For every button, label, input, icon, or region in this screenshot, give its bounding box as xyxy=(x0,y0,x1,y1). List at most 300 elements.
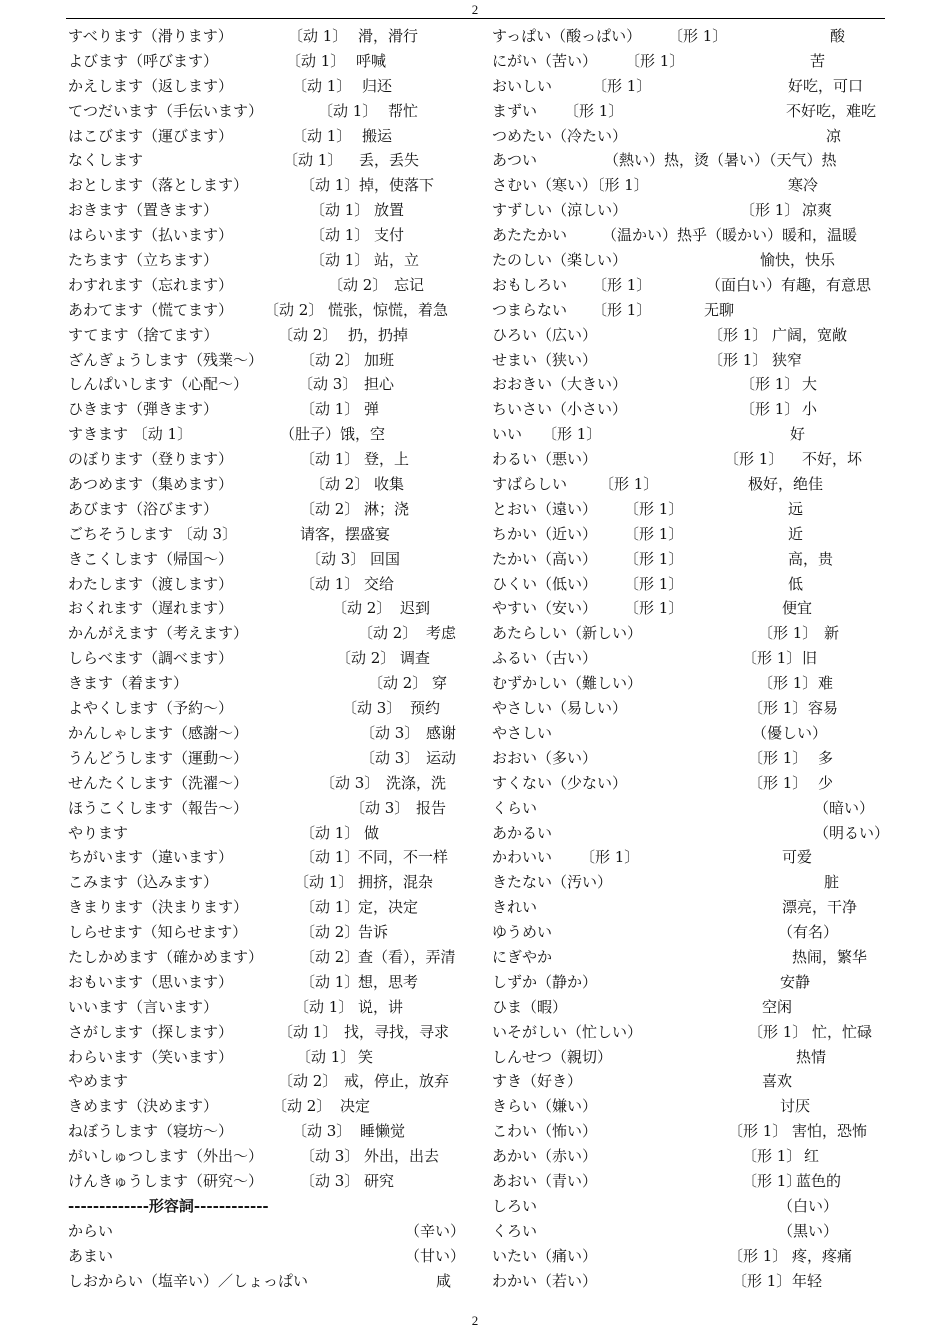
verb-entry xyxy=(68,1269,460,1294)
entry-meaning: 定，决定 xyxy=(358,898,419,917)
entry-meaning: 报告 xyxy=(416,798,447,817)
entry-word-class: 〔形 1〕 xyxy=(624,524,684,543)
adjective-entry xyxy=(492,621,888,646)
entry-word: あたたかい xyxy=(492,226,568,245)
entry-word: かんしゃします（感謝～） xyxy=(68,723,249,742)
entry-word: ちがいます（違います） xyxy=(68,848,234,867)
entry-word-class: 〔动 2〕 xyxy=(300,499,360,518)
entry-word: のぼります（登ります） xyxy=(68,450,234,469)
entry-meaning: 淋；浇 xyxy=(364,499,410,518)
entry-meaning: 决定 xyxy=(340,1097,371,1116)
adjective-entry xyxy=(492,870,888,895)
entry-meaning: 告诉 xyxy=(358,923,389,942)
entry-word-class: 〔动 1〕 xyxy=(283,151,343,170)
verb-entry xyxy=(68,1219,466,1244)
entry-word: さがします（探します） xyxy=(68,1022,234,1041)
entry-word: きれい xyxy=(492,898,538,917)
entry-meaning: 好吃，可口 xyxy=(788,76,864,95)
entry-word: さむい（寒い）〔形 1〕 xyxy=(492,176,649,195)
entry-word: たのしい（楽しい） xyxy=(492,251,628,270)
adjective-entry xyxy=(492,696,888,721)
entry-meaning: 收集 xyxy=(374,475,405,494)
entry-meaning: 愉快，快乐 xyxy=(760,251,836,270)
entry-word-class: 〔动 3〕 xyxy=(306,549,366,568)
entry-word: あわてます（慌てます） xyxy=(68,300,234,319)
verb-entry xyxy=(68,845,460,870)
entry-word-class: 〔形 1〕 xyxy=(624,499,684,518)
entry-word-class: 〔形 1〕 xyxy=(742,1147,802,1166)
entry-word: かわいい xyxy=(492,848,553,867)
entry-word: わかい（若い） xyxy=(492,1271,598,1290)
entry-word-class: 〔动 1〕 xyxy=(300,898,360,917)
adjective-entry xyxy=(492,995,888,1020)
verb-entry xyxy=(68,1069,460,1094)
verb-entry xyxy=(68,24,460,49)
entry-meaning: 极好，绝佳 xyxy=(748,475,824,494)
verb-entry xyxy=(68,970,460,995)
entry-word-class: 〔形 1〕 xyxy=(740,375,800,394)
adjective-entry xyxy=(492,198,888,223)
adjective-entry xyxy=(492,1045,888,1070)
verb-entry xyxy=(68,821,460,846)
entry-word-class: 〔形 1〕 xyxy=(708,325,768,344)
entry-word-class: 〔动 3〕 xyxy=(300,1171,360,1190)
verb-entry xyxy=(68,522,460,547)
entry-word-class: 〔动 1〕 xyxy=(300,450,360,469)
adjective-entry xyxy=(492,596,888,621)
adjective-entry xyxy=(492,671,888,696)
adjective-entry xyxy=(492,24,888,49)
adjective-entry xyxy=(492,348,888,373)
entry-word: とおい（遠い） xyxy=(492,499,598,518)
entry-word: ひくい（低い） xyxy=(492,574,598,593)
entry-word-class: 〔动 1〕 xyxy=(286,51,346,70)
entry-word: あかい（赤い） xyxy=(492,1147,598,1166)
adjective-entry xyxy=(492,1094,888,1119)
entry-word-class: 〔动 2〕 xyxy=(368,674,428,693)
entry-word: きます（着ます） xyxy=(68,674,189,693)
entry-word: いい xyxy=(492,425,523,444)
entry-word: こみます（込みます） xyxy=(68,873,219,892)
entry-word-class: 〔动 1〕 xyxy=(300,823,360,842)
entry-word: あかるい xyxy=(492,823,553,842)
entry-word: きらい（嫌い） xyxy=(492,1097,598,1116)
entry-word: なくします xyxy=(68,151,144,170)
entry-word: おとします（落とします） xyxy=(68,176,249,195)
entry-meaning: 查（看），弄清 xyxy=(358,947,456,966)
entry-word: きまります（決まります） xyxy=(68,898,249,917)
adjective-entry xyxy=(492,970,888,995)
entry-meaning: 担心 xyxy=(364,375,395,394)
entry-word: あまい xyxy=(68,1246,114,1265)
entry-meaning: 研究 xyxy=(364,1171,395,1190)
entry-word: おおい（多い） xyxy=(492,748,598,767)
entry-meaning: 说，讲 xyxy=(358,997,404,1016)
verb-entry xyxy=(68,74,460,99)
entry-meaning: 酸 xyxy=(830,27,846,45)
entry-meaning: 站，立 xyxy=(374,251,420,270)
entry-word-class: 〔形 1〕 xyxy=(742,649,802,668)
entry-meaning: 戒，停止，放弃 xyxy=(344,1072,450,1091)
adjective-entry xyxy=(492,124,888,149)
entry-meaning: 不同，不一样 xyxy=(358,848,449,867)
entry-word-class: 〔动 2〕 xyxy=(336,649,396,668)
entry-word: ほうこくします（報告～） xyxy=(68,798,249,817)
entry-word: まずい xyxy=(492,101,538,120)
entry-word: すくない（少ない） xyxy=(492,773,628,792)
adjective-entry xyxy=(492,49,888,74)
entry-meaning: 脏 xyxy=(824,873,840,892)
entry-word: しずか（静か） xyxy=(492,972,598,991)
verb-entry xyxy=(68,323,460,348)
entry-meaning: 蓝色的 xyxy=(796,1171,842,1190)
entry-meaning: 广阔，宽敞 xyxy=(772,325,848,344)
entry-meaning: 红 xyxy=(804,1147,820,1166)
entry-word-class: 〔形 1〕 xyxy=(728,1122,788,1141)
entry-word: すばらしい xyxy=(492,475,568,494)
entry-word-class: 〔动 1〕 xyxy=(310,226,370,245)
entry-word: あびます（浴びます） xyxy=(68,499,219,518)
entry-meaning: 狭窄 xyxy=(772,350,803,369)
entry-word-class: 〔动 1〕 xyxy=(300,176,360,195)
verb-entry xyxy=(68,124,460,149)
verb-entry xyxy=(68,721,460,746)
entry-meaning: 感谢 xyxy=(426,723,457,742)
entry-word-class: （黒い） xyxy=(778,1221,839,1240)
entry-meaning: 疼，疼痛 xyxy=(792,1246,853,1265)
entry-meaning: 滑，滑行 xyxy=(358,27,419,45)
entry-meaning: 笑 xyxy=(358,1047,374,1066)
adjective-entry xyxy=(492,1069,888,1094)
verb-entry xyxy=(68,99,460,124)
entry-word: かんがえます（考えます） xyxy=(68,624,249,643)
entry-word: やさしい（易しい） xyxy=(492,699,628,718)
entry-word: せんたくします（洗濯～） xyxy=(68,773,249,792)
entry-word: わすれます（忘れます） xyxy=(68,275,234,294)
page-number-bottom: 2 xyxy=(471,1313,479,1328)
adjective-entry xyxy=(492,223,888,248)
adjective-entry xyxy=(492,1194,888,1219)
vocab-column-left xyxy=(68,24,466,1293)
entry-word: ざんぎょうします（残業～） xyxy=(68,350,264,369)
entry-word: あつい xyxy=(492,151,538,170)
adjective-entry xyxy=(492,298,888,323)
verb-entry xyxy=(68,372,460,397)
entry-word-class: （優しい） xyxy=(752,723,828,742)
entry-word: すっぱい（酸っぱい） xyxy=(492,27,642,45)
entry-meaning: 想，思考 xyxy=(358,972,419,991)
entry-meaning: （明るい） xyxy=(814,823,890,842)
entry-word-class: 〔形 1〕 xyxy=(668,27,728,45)
entry-word-class: 〔动 1〕 xyxy=(300,848,360,867)
adjective-entry xyxy=(492,572,888,597)
entry-meaning: 近 xyxy=(788,524,804,543)
verb-entry xyxy=(68,1020,460,1045)
entry-word: うんどうします（運動～） xyxy=(68,748,249,767)
entry-meaning: （甘い） xyxy=(405,1246,466,1265)
entry-word: たちます（立ちます） xyxy=(68,251,219,270)
verb-entry xyxy=(68,920,460,945)
entry-word-class: 〔动 2〕 xyxy=(332,599,392,618)
adjective-entry xyxy=(492,1169,888,1194)
entry-meaning: 睡懒觉 xyxy=(360,1122,406,1141)
entry-word: きこくします（帰国～） xyxy=(68,549,234,568)
entry-word-class: 〔形 1〕 xyxy=(625,51,685,70)
entry-word-class: 〔动 2〕 xyxy=(328,275,388,294)
adjective-entry xyxy=(492,372,888,397)
entry-meaning: 安静 xyxy=(780,972,811,991)
entry-word: はらいます（払います） xyxy=(68,226,234,245)
entry-word-class: 〔动 2〕 xyxy=(310,475,370,494)
entry-meaning: 高，贵 xyxy=(788,549,834,568)
verb-entry xyxy=(68,198,460,223)
entry-meaning: 咸 xyxy=(436,1271,452,1290)
verb-entry xyxy=(68,895,460,920)
entry-word: わたします（渡します） xyxy=(68,574,234,593)
adjective-entry xyxy=(492,148,888,173)
adjective-entry xyxy=(492,173,888,198)
entry-word: よやくします（予約～） xyxy=(68,699,234,718)
entry-meaning: （辛い） xyxy=(405,1221,466,1240)
entry-word: きたない（汚い） xyxy=(492,873,613,892)
entry-word-class: 〔动 1〕 xyxy=(300,972,360,991)
entry-word: わるい（悪い） xyxy=(492,450,598,469)
entry-meaning: 便宜 xyxy=(782,599,813,618)
adjective-entry xyxy=(492,845,888,870)
entry-word: たかい（高い） xyxy=(492,549,598,568)
entry-meaning: 旧 xyxy=(802,649,818,668)
adjective-entry xyxy=(492,397,888,422)
entry-meaning: 新 xyxy=(824,624,840,643)
entry-meaning: 穿 xyxy=(432,674,448,693)
entry-word-class: （温かい）热乎（暖かい）暖和，温暖 xyxy=(602,226,858,245)
verb-entry xyxy=(68,148,460,173)
header-rule xyxy=(66,18,885,19)
entry-word-class: 〔动 1〕 xyxy=(292,76,352,95)
entry-word-class: 〔形 1〕 xyxy=(708,350,768,369)
entry-word-class: 〔动 2〕 xyxy=(278,1072,338,1091)
entry-word-class: 〔形 1〕 xyxy=(599,475,659,494)
entry-word: あおい（青い） xyxy=(492,1171,598,1190)
entry-word: しらせます（知らせます） xyxy=(68,923,248,942)
entry-meaning: 难 xyxy=(818,674,834,693)
entry-word-class: 〔动 2〕 xyxy=(300,923,360,942)
verb-entry xyxy=(68,422,460,447)
entry-word: やさしい xyxy=(492,723,553,742)
entry-word: ゆうめい xyxy=(492,923,553,942)
entry-word: ひきます（弾きます） xyxy=(68,400,219,419)
entry-word-class: 〔动 1〕 xyxy=(294,873,354,892)
entry-meaning: （暗い） xyxy=(814,798,875,817)
entry-meaning: 忙，忙碌 xyxy=(812,1022,873,1041)
adjective-entry xyxy=(492,323,888,348)
entry-meaning: 好 xyxy=(790,425,806,444)
entry-word-class: 〔动 1〕 xyxy=(292,126,352,145)
entry-meaning: 大 xyxy=(802,375,818,394)
verb-entry xyxy=(68,646,460,671)
entry-word: あつめます（集めます） xyxy=(68,475,234,494)
entry-word: ごちそうします 〔动 3〕 xyxy=(68,524,238,543)
verb-entry xyxy=(68,348,460,373)
entry-word-class: 〔动 2〕 xyxy=(278,325,338,344)
entry-word: しらべます（調べます） xyxy=(68,649,234,668)
entry-meaning: 扔，扔掉 xyxy=(348,325,409,344)
entry-meaning: 迟到 xyxy=(400,599,431,618)
verb-entry xyxy=(68,621,460,646)
entry-meaning: 呼喊 xyxy=(356,51,387,70)
adjective-entry xyxy=(492,99,888,124)
entry-word: やります xyxy=(68,823,129,842)
entry-word-class: 〔形 1〕 xyxy=(592,76,652,95)
entry-meaning: 少 xyxy=(818,773,834,792)
adjective-entry xyxy=(492,1144,888,1169)
entry-word: いそがしい（忙しい） xyxy=(492,1022,643,1041)
entry-word: はこびます（運びます） xyxy=(68,126,234,145)
entry-meaning: 热情 xyxy=(796,1047,827,1066)
verb-entry xyxy=(68,1119,460,1144)
entry-word: やめます xyxy=(68,1072,129,1091)
verb-entry xyxy=(68,547,460,572)
entry-word: よびます（呼びます） xyxy=(68,51,219,70)
entry-meaning: 害怕，恐怖 xyxy=(792,1122,868,1141)
entry-word-class: 〔动 3〕 xyxy=(360,748,420,767)
entry-meaning: （面白い）有趣，有意思 xyxy=(706,275,872,294)
verb-entry xyxy=(68,497,460,522)
entry-meaning: 容易 xyxy=(808,699,839,718)
entry-word: おもしろい xyxy=(492,275,568,294)
entry-meaning: 支付 xyxy=(374,226,405,245)
entry-meaning: 小 xyxy=(802,400,818,419)
verb-entry xyxy=(68,248,460,273)
entry-word-class: 〔形 1〕 xyxy=(748,773,808,792)
entry-word-class: 〔形 1〕 xyxy=(564,101,624,120)
entry-word-class: 〔动 3〕 xyxy=(360,723,420,742)
entry-meaning: 远 xyxy=(788,499,804,518)
entry-word-class: 〔动 2〕 xyxy=(272,1097,332,1116)
entry-word-class: 〔动 1〕 xyxy=(278,1022,338,1041)
entry-word: かえします（返します） xyxy=(68,76,234,95)
entry-word-class: 〔形 1〕 xyxy=(758,624,818,643)
entry-word-class: 〔形 1〕 xyxy=(740,201,800,220)
vocab-column-right xyxy=(492,24,888,1293)
entry-word: やすい（安い） xyxy=(492,599,598,618)
entry-meaning: 忘记 xyxy=(394,275,425,294)
entry-word-class: 〔形 1〕 xyxy=(724,450,784,469)
entry-word-class: 〔形 1〕 xyxy=(542,425,602,444)
entry-word-class: 〔动 3〕 xyxy=(320,773,380,792)
entry-meaning: 请客，摆盛宴 xyxy=(300,524,391,543)
entry-meaning: 漂亮，干净 xyxy=(782,898,858,917)
entry-meaning: 运动 xyxy=(426,748,457,767)
entry-word-class: 〔动 2〕 xyxy=(300,350,360,369)
entry-word: あたらしい（新しい） xyxy=(492,624,643,643)
entry-word: いたい（痛い） xyxy=(492,1246,598,1265)
entry-meaning: 调查 xyxy=(400,649,431,668)
entry-meaning: 掉，使落下 xyxy=(359,176,435,195)
entry-word: こわい（怖い） xyxy=(492,1122,598,1141)
adjective-entry xyxy=(492,1119,888,1144)
entry-word-class: 〔动 1〕 xyxy=(300,400,360,419)
adjective-entry xyxy=(492,447,888,472)
entry-meaning: 归还 xyxy=(362,76,393,95)
entry-word-class: 〔形 1〕 xyxy=(728,1246,788,1265)
entry-word-class: （熱い）热，烫（暑い）（天气）热 xyxy=(604,151,837,170)
verb-entry xyxy=(68,1169,460,1194)
verb-entry xyxy=(68,1094,460,1119)
entry-word: がいしゅつします（外出～） xyxy=(68,1147,264,1166)
adjective-entry xyxy=(492,920,888,945)
entry-meaning: 预约 xyxy=(410,699,441,718)
entry-word: いいます（言います） xyxy=(68,997,219,1016)
entry-word: くらい xyxy=(492,798,538,817)
entry-meaning: 找，寻找，寻求 xyxy=(344,1022,450,1041)
verb-entry xyxy=(68,596,460,621)
entry-word-class: 〔动 2〕 xyxy=(358,624,418,643)
entry-word-class: 〔形 1〕 xyxy=(624,574,684,593)
entry-meaning: 交给 xyxy=(364,574,395,593)
entry-word: ねぼうします（寝坊～） xyxy=(68,1122,234,1141)
entry-word: にがい（苦い） xyxy=(492,51,598,70)
entry-meaning: 考虑 xyxy=(426,624,457,643)
entry-meaning: 喜欢 xyxy=(762,1072,793,1091)
verb-entry xyxy=(68,1144,460,1169)
adjective-entry xyxy=(492,796,888,821)
entry-word-class: 〔动 1〕 xyxy=(310,201,370,220)
entry-meaning: 年轻 xyxy=(792,1271,823,1290)
entry-word-class: 〔动 1〕 xyxy=(310,251,370,270)
adjective-entry xyxy=(492,1020,888,1045)
verb-entry xyxy=(68,796,460,821)
verb-entry xyxy=(68,1194,460,1219)
entry-word-class: 〔形 1〕 xyxy=(740,400,800,419)
adjective-entry xyxy=(492,895,888,920)
adjective-entry xyxy=(492,771,888,796)
entry-word-class: 〔动 3〕 xyxy=(300,1147,360,1166)
entry-word: きめます（決めます） xyxy=(68,1097,219,1116)
entry-word-class: 〔形 1〕 xyxy=(592,275,652,294)
entry-word-class: 〔形 1〕 xyxy=(748,1022,808,1041)
verb-entry xyxy=(68,173,460,198)
entry-meaning: 凉 xyxy=(826,126,842,145)
entry-word: つめたい（冷たい） xyxy=(492,126,628,145)
entry-word: すき（好き） xyxy=(492,1072,583,1091)
adjective-entry xyxy=(492,422,888,447)
entry-meaning: 不好，坏 xyxy=(802,450,863,469)
adjective-entry xyxy=(492,1219,888,1244)
entry-meaning: 加班 xyxy=(364,350,395,369)
verb-entry xyxy=(68,49,460,74)
entry-word: けんきゅうします（研究～） xyxy=(68,1171,264,1190)
entry-word: たしかめます（確かめます） xyxy=(68,947,264,966)
entry-word-class: 〔动 3〕 xyxy=(292,1122,352,1141)
entry-meaning: 苦 xyxy=(810,51,826,70)
entry-meaning: 外出，出去 xyxy=(364,1147,440,1166)
entry-meaning: 可爱 xyxy=(782,848,813,867)
entry-meaning: 热闹，繁华 xyxy=(792,947,868,966)
entry-word: せまい（狭い） xyxy=(492,350,598,369)
entry-word-class: 〔动 1〕 xyxy=(294,997,354,1016)
entry-word-class: 〔形 1〕 xyxy=(624,599,684,618)
entry-meaning: 搬运 xyxy=(362,126,393,145)
entry-word-class: 〔形 1〕 xyxy=(748,699,808,718)
adjective-entry xyxy=(492,74,888,99)
entry-word: すべります（滑ります） xyxy=(68,27,233,45)
verb-entry xyxy=(68,1244,466,1269)
entry-meaning: 放置 xyxy=(374,201,405,220)
entry-word-class: 〔形 1〕 xyxy=(732,1271,792,1290)
entry-word-class: 〔动 2〕 xyxy=(264,300,324,319)
entry-meaning: （肚子）饿，空 xyxy=(280,425,386,444)
